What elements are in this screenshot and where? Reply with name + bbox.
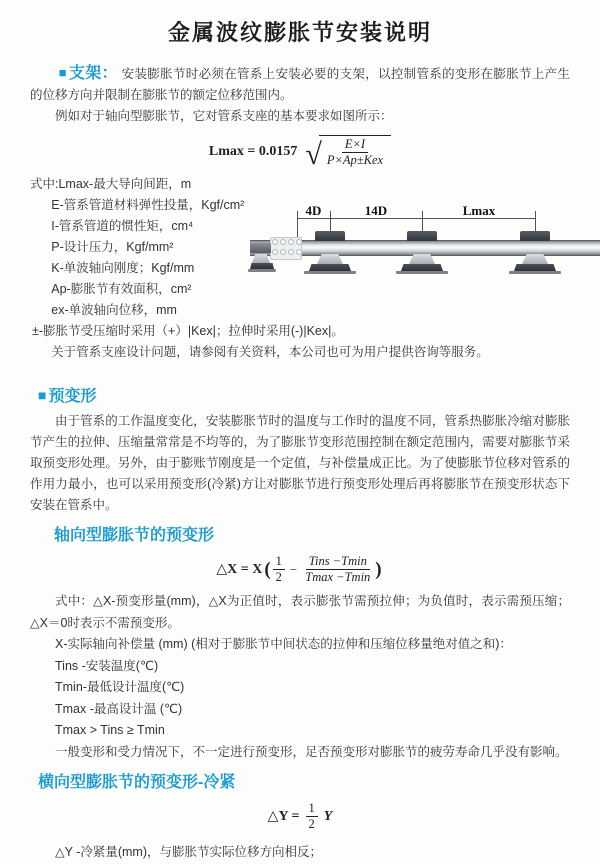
support-clamp [315,231,345,241]
definition-lead: 式中:Lmax-最大导向间距，m [30,177,192,191]
fraction-numerator: 1 [273,554,285,570]
fraction-denominator: 2 [308,817,315,831]
right-paren: ) [375,558,382,580]
axial-notes [30,591,570,763]
fraction [324,137,386,168]
axial-predeform-formula [30,554,570,585]
note-line: Tmax -最高设计温 (℃) [55,701,183,716]
minus-operator: − [289,561,298,577]
dimension-label-14d: 14D [364,203,388,218]
support-heading-label: 支架： [68,65,118,82]
definition-item: E-管系管道材料弹性投量，Kgf/cm² [51,198,245,212]
pipe-support [396,231,448,277]
support-example-line: 例如对于轴向型膨胀节，它对管系支座的基本要求如图所示： [55,109,393,123]
predeform-heading-label: 预变形 [48,388,97,405]
support-saddle [317,254,343,264]
formula-lhs: Lmax = 0.0157 [208,143,298,159]
lmax-formula [30,135,570,171]
axial-subtitle: 轴向型膨胀节的预变形 [54,527,215,544]
support-saddle [409,254,435,264]
support-ground [509,271,561,274]
dimension-label-lmax: Lmax [462,203,496,218]
definition-sign-note: ±-膨胀节受压缩时采用（+）|Kex|；拉伸时采用(-)|Kex|。 [32,324,344,338]
fraction-numerator: Tins −Tmin [306,554,370,570]
note-line: 式中：△X-预变形量(mm)，△X为正值时，表示膨张节需预拉伸；为负值时，表示需预压缩；△X＝0时表示不需预变形。 [30,594,570,630]
lateral-note-line: △Y -冷紧量(mm)，与膨胀节实际位移方向相反； [55,845,323,859]
support-base [309,264,351,271]
definition-item: I-管系管道的惯性矩，cm⁴ [51,219,194,233]
pipe-support [509,231,561,277]
note-line: Tmin-最低设计温度(℃) [55,680,185,694]
definition-service-note: 关于管系支座设计问题，请参阅有关资料，本公司也可为用户提供咨询等服务。 [51,345,489,359]
support-ground [248,269,276,272]
fraction-numerator: 1 [306,801,318,817]
note-line: X-实际轴向补偿量 (mm) (相对于膨胀节中间状态的拉伸和压缩位移量绝对值之和)： [55,637,512,651]
radicand [319,135,391,168]
definition-item: ex-单波轴向位移，mm [51,303,177,317]
lateral-predeform-formula [30,801,570,832]
lateral-subtitle: 横向型膨胀节的预变形-冷紧 [38,774,236,791]
formula-lhs: △X = X [216,562,263,577]
definitions-and-diagram [30,174,570,372]
fraction-numerator: E×I [342,137,368,153]
definition-item: P-设计压力，Kgf/mm² [51,240,174,254]
note-line: Tmax > Tins ≥ Tmin [55,723,165,737]
temperature-fraction [302,554,373,585]
note-line: Tins -安装温度(℃) [55,658,159,673]
support-intro-paragraph [30,63,570,106]
sqrt-icon: √ [305,137,322,171]
section-marker-icon: ■ [38,387,47,403]
support-section-heading [59,65,118,82]
support-base [514,264,556,271]
support-spacing-diagram [250,204,600,284]
support-clamp [520,231,550,241]
note-line: 一般变形和受力情况下，不一定进行预变形，足否预变形对膨胀节的疲劳寿命几乎没有影响。 [55,744,568,759]
page-title: 金属波纹膨胀节安装说明 [167,20,432,45]
anchor-support [250,231,284,277]
pipe-stub [250,243,271,253]
fraction-denominator: P×Ap±Kex [326,153,384,167]
left-paren: ( [264,558,271,580]
sqrt-expression [305,135,391,171]
support-ground [304,271,356,274]
fraction-denominator: 2 [275,570,282,584]
half-fraction [306,801,318,832]
dimension-label-4d: 4D [305,203,322,218]
support-saddle [522,254,548,264]
pipe-support [304,231,356,277]
support-ground [396,271,448,274]
predeform-body-paragraph: 由于管系的工作温度变化，安装膨胀节时的温度与工作时的温度不同，管系热膨胀冷缩对膨胀节产生的拉伸、压缩量常常是不均等的，为了膨胀节变形范围控制在额定范围内，需要对膨胀节采取预变形处理。另外，由于膨账节刚度是一个定值，与补偿量成正比。为了使膨胀节位移对管系的作用力最小，也可以采用预变形(冷紧)方让对膨胀节进行预变形处理后再将膨胀节在预变形状态下安装在管系中。 [30,414,570,512]
predeform-section-heading [38,386,570,407]
section-marker-icon: ■ [58,65,67,80]
support-saddle [252,254,270,263]
formula-rhs: Y [323,808,333,824]
formula-lhs: △Y = [267,809,300,824]
support-clamp [407,231,437,241]
fraction-denominator: Tmax −Tmin [305,570,371,584]
half-fraction [273,554,285,585]
definition-item: K-单波轴向刚度；Kgf/mm [51,261,195,275]
definition-item: Ap-膨胀节有效面积，cm² [51,282,192,296]
support-intro-text: 安装膨胀节时必须在管系上安装必要的支架，以控制管系的变形在膨胀节上产生的位移方向并限制在膨胀节的额定位移范围内。 [30,67,570,102]
support-base [401,264,443,271]
dimension-line [297,218,536,219]
